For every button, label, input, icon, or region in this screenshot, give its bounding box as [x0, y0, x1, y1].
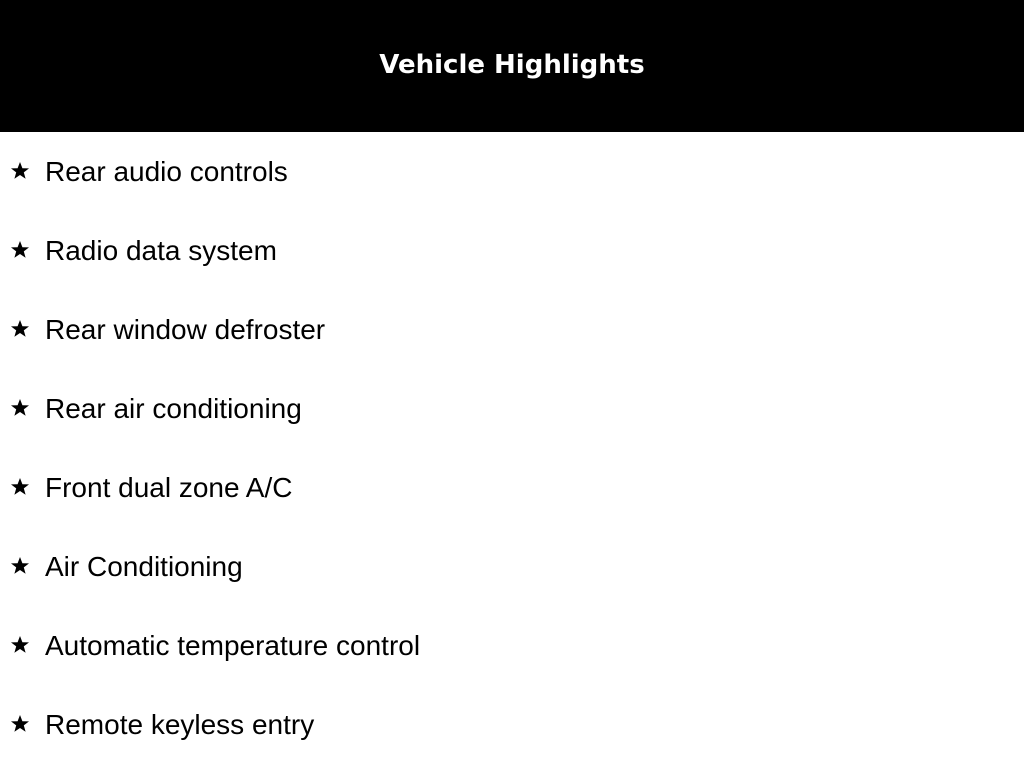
star-icon [10, 239, 30, 259]
highlight-label: Remote keyless entry [45, 709, 315, 740]
header-bar [0, 0, 1024, 132]
page-title: Vehicle Highlights [379, 50, 645, 80]
star-icon [10, 476, 30, 496]
highlight-label: Radio data system [45, 235, 277, 266]
star-icon [10, 634, 30, 654]
highlight-label: Air Conditioning [45, 551, 243, 582]
star-icon [10, 318, 30, 338]
highlight-label: Automatic temperature control [45, 630, 421, 661]
star-icon [10, 160, 30, 180]
star-icon [10, 555, 30, 575]
star-icon [10, 713, 30, 733]
highlight-label: Rear air conditioning [45, 393, 302, 424]
highlight-label: Rear window defroster [45, 314, 326, 345]
star-icon [10, 397, 30, 417]
highlight-label: Front dual zone A/C [45, 472, 293, 503]
highlight-label: Rear audio controls [45, 156, 288, 187]
